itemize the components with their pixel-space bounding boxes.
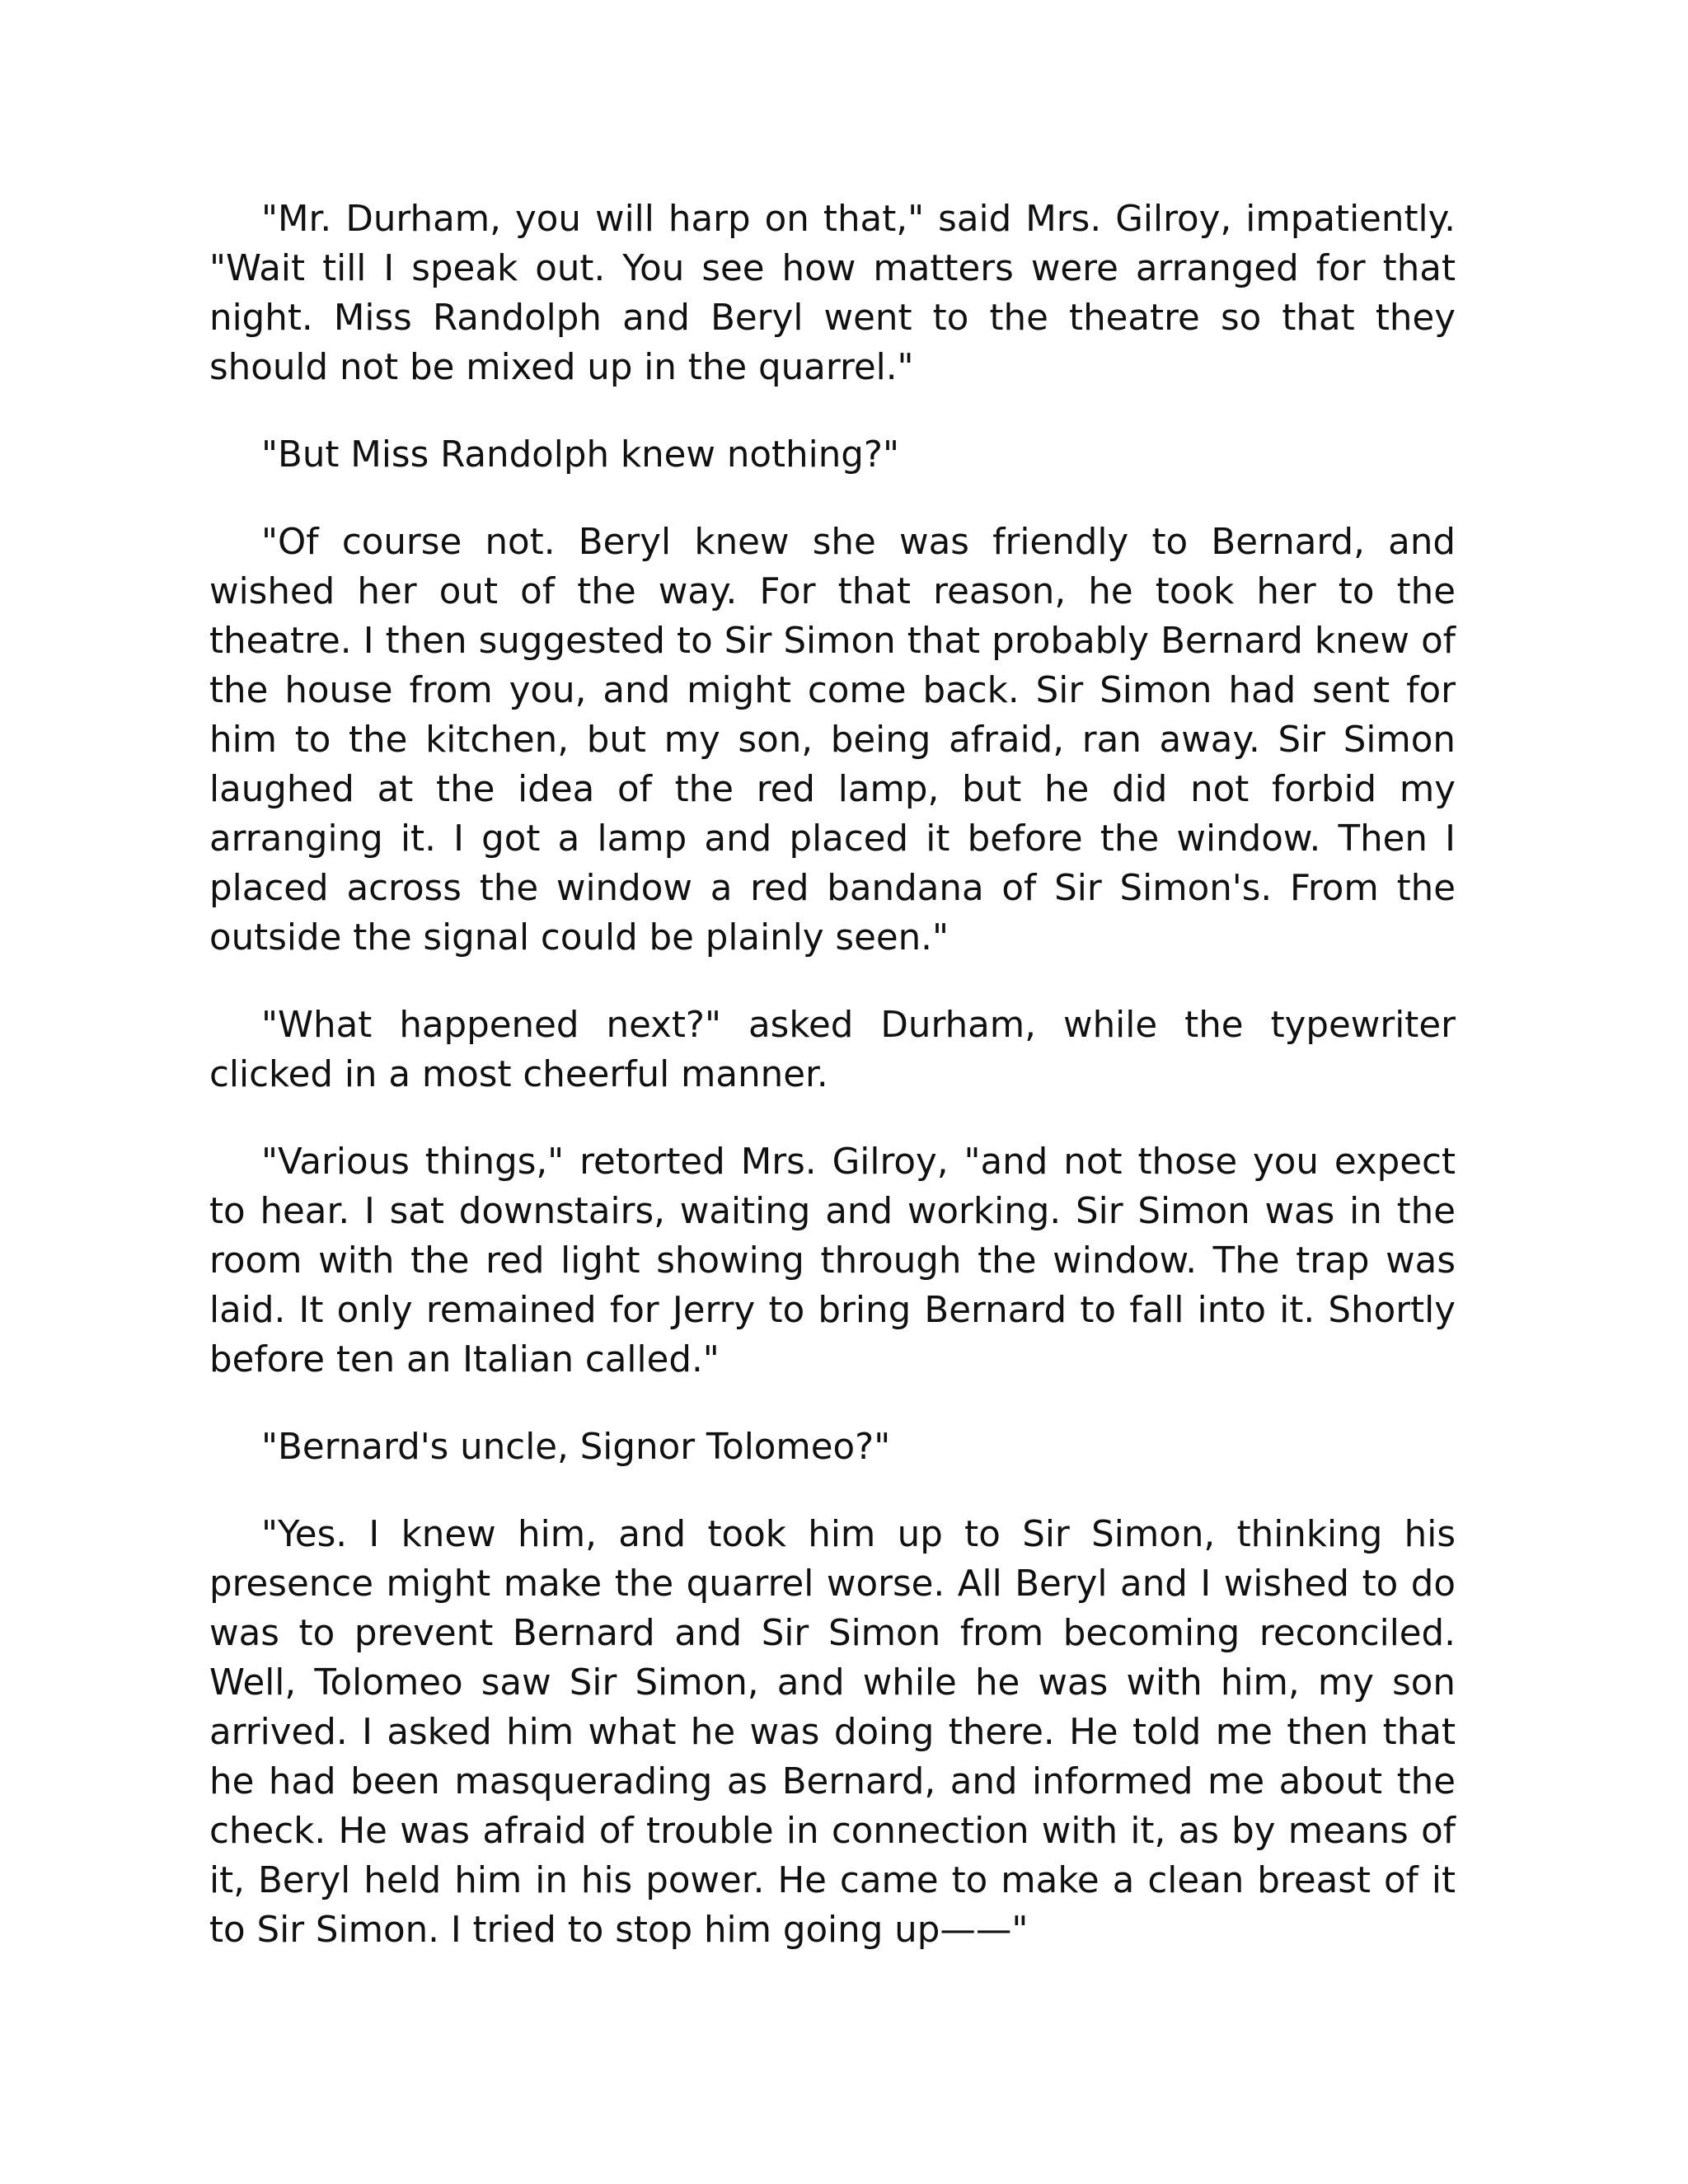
paragraph-clean-breast: "Yes. I knew him, and took him up to Sir Simon, thinking his presence might make the quarrel worse. All Beryl and I wished to do was to prevent Bernard and Sir Simon from becoming reconciled. Well, Tolomeo saw Sir Simon, and while he was with him, my son arrived. I asked him what he was doing there. He told me then that he had been masquerading as Bernard, and informed me about the check. He was afraid of trouble in connection with it, as by means of it, Beryl held him in his power. He came to make a clean breast of it to Sir Simon. I tried to stop him going up——" [209,1514,1456,1951]
paragraph-randolph-knew-nothing: "But Miss Randolph knew nothing?" [261,434,899,476]
document-page [209,194,1456,1993]
paragraph-various-things: "Various things," retorted Mrs. Gilroy, "and not those you expect to hear. I sat downstairs, waiting and working. Sir Simon was in the room with the red light showing through the window. The trap was laid. It only remained for Jerry to bring Bernard to fall into it. Shortly before ten an Italian called." [209,1141,1456,1380]
paragraph-what-happened-next: "What happened next?" asked Durham, while the typewriter clicked in a most cheerful manner. [209,1005,1456,1095]
paragraph-durham-harp: "Mr. Durham, you will harp on that," said Mrs. Gilroy, impatiently. "Wait till I speak out. You see how matters were arranged for that night. Miss Randolph and Beryl went to the theatre so that they should not be mixed up in the quarrel." [209,199,1456,388]
paragraph-red-lamp: "Of course not. Beryl knew she was friendly to Bernard, and wished her out of the way. For that reason, he took her to the theatre. I then suggested to Sir Simon that probably Bernard knew of the house from you, and might come back. Sir Simon had sent for him to the kitchen, but my son, being afraid, ran away. Sir Simon laughed at the idea of the red lamp, but he did not forbid my arranging it. I got a lamp and placed it before the window. Then I placed across the window a red bandana of Sir Simon's. From the outside the signal could be plainly seen." [209,522,1456,958]
paragraph-signor-tolomeo: "Bernard's uncle, Signor Tolomeo?" [261,1427,891,1468]
